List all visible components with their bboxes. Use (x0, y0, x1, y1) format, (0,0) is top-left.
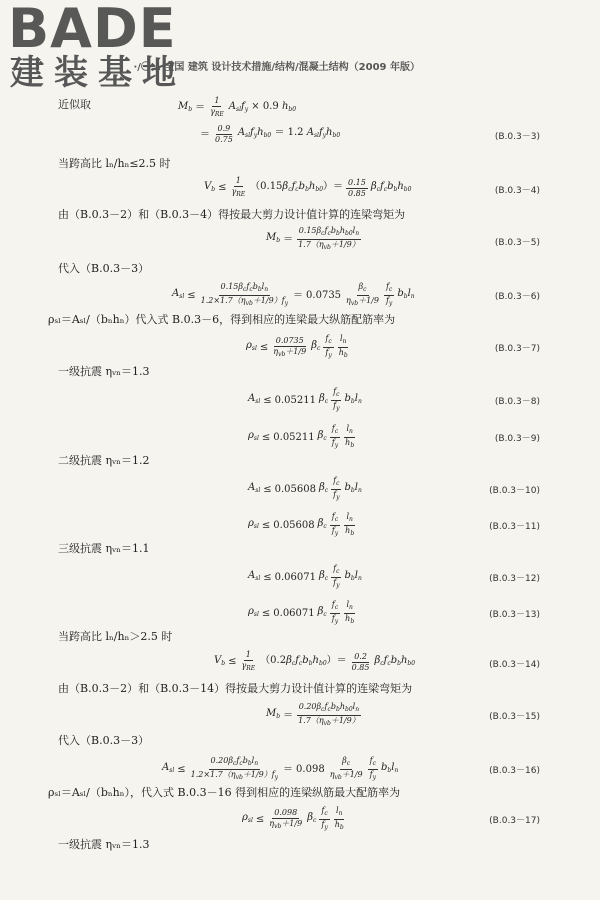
para-grade1: 一级抗震 ηᵥₙ＝1.3 (58, 365, 150, 378)
formula-mb-4: $M_b$ ＝ $\frac{0.20\beta_cf_cb_bh_{b0}l_n}{1.7(\eta_{vb}+1/9)}$ (266, 702, 360, 727)
formula-asl-2: $A_{sl}$ ≤ $\frac{0.20\beta_cf_cb_bl_n}{1.2\times 1.7(\eta_{vb}+1/9)f_y}$ ＝ 0.098 $\frac{\beta_c}{\eta_{vb}+1/9}$ $\frac{f_c}{f_y}$ $b_bl_n$ (162, 756, 399, 781)
formula-asl-grade3: $A_{sl}$ ≤ 0.06071 $\beta_c$ $\frac{f_c}{f_y}$ $b_bl_n$ (248, 564, 362, 589)
eq-number: (B.0.3－10) (489, 486, 540, 496)
coef-value: 0.05211 (273, 431, 315, 443)
eq-number: (B.0.3－5) (494, 238, 540, 248)
para-rho-def-2: ρₛₗ＝Aₛₗ/（bₙhₙ），代入式 B.0.3－16 得到相应的连梁纵筋最大配筋率为 (48, 786, 401, 799)
logo-chinese: 建装基地 (10, 53, 186, 93)
eq-number: (B.0.3－16) (489, 766, 540, 776)
coef-value: 0.098 (296, 763, 325, 775)
eq-number: (B.0.3－4) (494, 186, 540, 196)
formula-mb-2: ＝ $\frac{0.9}{0.75}$ $A_{sl}f_yh_{b0} = 1.2$ $A_{sl}f_yh_{b0}$ (200, 124, 341, 144)
eq-number: (B.0.3－13) (489, 610, 540, 620)
formula-rho-1: $\rho_{sl}$ ≤ $\frac{0.0735}{\eta_{vb}+1/9}$ $\beta_c$ $\frac{f_c}{f_y}$ $\frac{l_n}{h_b}$ (246, 334, 348, 359)
coef-value: 0.05211 (274, 394, 316, 406)
eq-number: (B.0.3－17) (489, 816, 540, 826)
para-substitute-2: 代入（B.0.3－3） (58, 734, 150, 747)
eq-number: (B.0.3－6) (494, 292, 540, 302)
coef-value: 0.0735 (306, 289, 342, 301)
formula-rho-grade2: $\rho_{sl}$ ≤ 0.05608 $\beta_c$ $\frac{f_c}{f_y}$ $\frac{l_n}{h_b}$ (248, 512, 355, 537)
coef-value: 0.05608 (273, 519, 315, 531)
coef-value: 0.05608 (274, 483, 316, 495)
formula-asl-1: $A_{sl}$ ≤ $\frac{0.15\beta_cf_cb_bl_n}{1.2\times 1.7(\eta_{vb}+1/9)f_y}$ ＝ 0.0735 $\frac{\beta_c}{\eta_{vb}+1/9}$ $\frac{f_c}{f_y}$ $b_bl_n$ (172, 282, 415, 307)
formula-mb-3: $M_b$ ＝ $\frac{0.15\beta_cf_cb_bh_{b0}l_n}{1.7(\eta_{vb}+1/9)}$ (266, 226, 360, 251)
eq-number: (B.0.3－11) (489, 522, 540, 532)
running-head: ·/〇… 全国 建筑 设计技术措施/结构/混凝土结构（2009 年版） (133, 62, 420, 73)
eq-number: (B.0.3－12) (489, 574, 540, 584)
formula-rho-grade3: $\rho_{sl}$ ≤ 0.06071 $\beta_c$ $\frac{f_c}{f_y}$ $\frac{l_n}{h_b}$ (248, 600, 355, 625)
para-substitute: 代入（B.0.3－3） (58, 262, 150, 275)
para-span-ratio-le: 当跨高比 lₙ/hₙ≤2.5 时 (58, 157, 171, 170)
para-grade1-b: 一级抗震 ηᵥₙ＝1.3 (58, 838, 150, 851)
formula-vb-1: $V_b$ ≤ $\frac{1}{\gamma_{RE}}$ $(0.15\beta_cf_cb_bh_{b0})=$ $\frac{0.15}{0.85}$ $\beta_cf_cb_bh_{b0}$ (204, 176, 412, 198)
para-span-ratio-gt: 当跨高比 lₙ/hₙ＞2.5 时 (58, 630, 173, 643)
para-from-eq: 由（B.0.3－2）和（B.0.3－4）得按最大剪力设计值计算的连梁弯矩为 (58, 208, 406, 221)
para-grade2: 二级抗震 ηᵥₙ＝1.2 (58, 454, 150, 467)
eq-number: (B.0.3－14) (489, 660, 540, 670)
para-from-eq-2: 由（B.0.3－2）和（B.0.3－14）得按最大剪力设计值计算的连梁弯矩为 (58, 682, 413, 695)
formula-rho-grade1: $\rho_{sl}$ ≤ 0.05211 $\beta_c$ $\frac{f_c}{f_y}$ $\frac{l_n}{h_b}$ (248, 424, 355, 449)
eq-number: (B.0.3－8) (494, 397, 540, 407)
eq-number: (B.0.3－3) (494, 132, 540, 142)
formula-asl-grade1: $A_{sl}$ ≤ 0.05211 $\beta_c$ $\frac{f_c}{f_y}$ $b_bl_n$ (248, 387, 362, 412)
para-approx: 近似取 (58, 98, 91, 111)
eq-number: (B.0.3－15) (489, 712, 540, 722)
para-rho-def: ρₛₗ＝Aₛₗ/（bₙhₙ）代入式 B.0.3－6，得到相应的连梁最大纵筋配筋率为 (48, 313, 396, 326)
eq-number: (B.0.3－9) (494, 434, 540, 444)
para-grade3: 三级抗震 ηᵥₙ＝1.1 (58, 542, 150, 555)
formula-rho-2: $\rho_{sl}$ ≤ $\frac{0.098}{\eta_{vb}+1/9}$ $\beta_c$ $\frac{f_c}{f_y}$ $\frac{l_n}{h_b}$ (242, 806, 344, 831)
formula-mb-1: $M_b$ ＝ $\frac{1}{\gamma_{RE}}$ $A_{sl}f_y \times 0.9$ $h_{b0}$ (178, 96, 297, 118)
formula-asl-grade2: $A_{sl}$ ≤ 0.05608 $\beta_c$ $\frac{f_c}{f_y}$ $b_bl_n$ (248, 476, 362, 501)
logo-watermark: BADE (8, 0, 177, 60)
coef-value: 0.06071 (273, 607, 315, 619)
formula-vb-2: $V_b$ ≤ $\frac{1}{\gamma_{RE}}$ $(0.2\beta_cf_cb_bh_{b0})=$ $\frac{0.2}{0.85}$ $\beta_cf_cb_bh_{b0}$ (214, 650, 416, 672)
coef-value: 0.06071 (274, 571, 316, 583)
eq-number: (B.0.3－7) (494, 344, 540, 354)
